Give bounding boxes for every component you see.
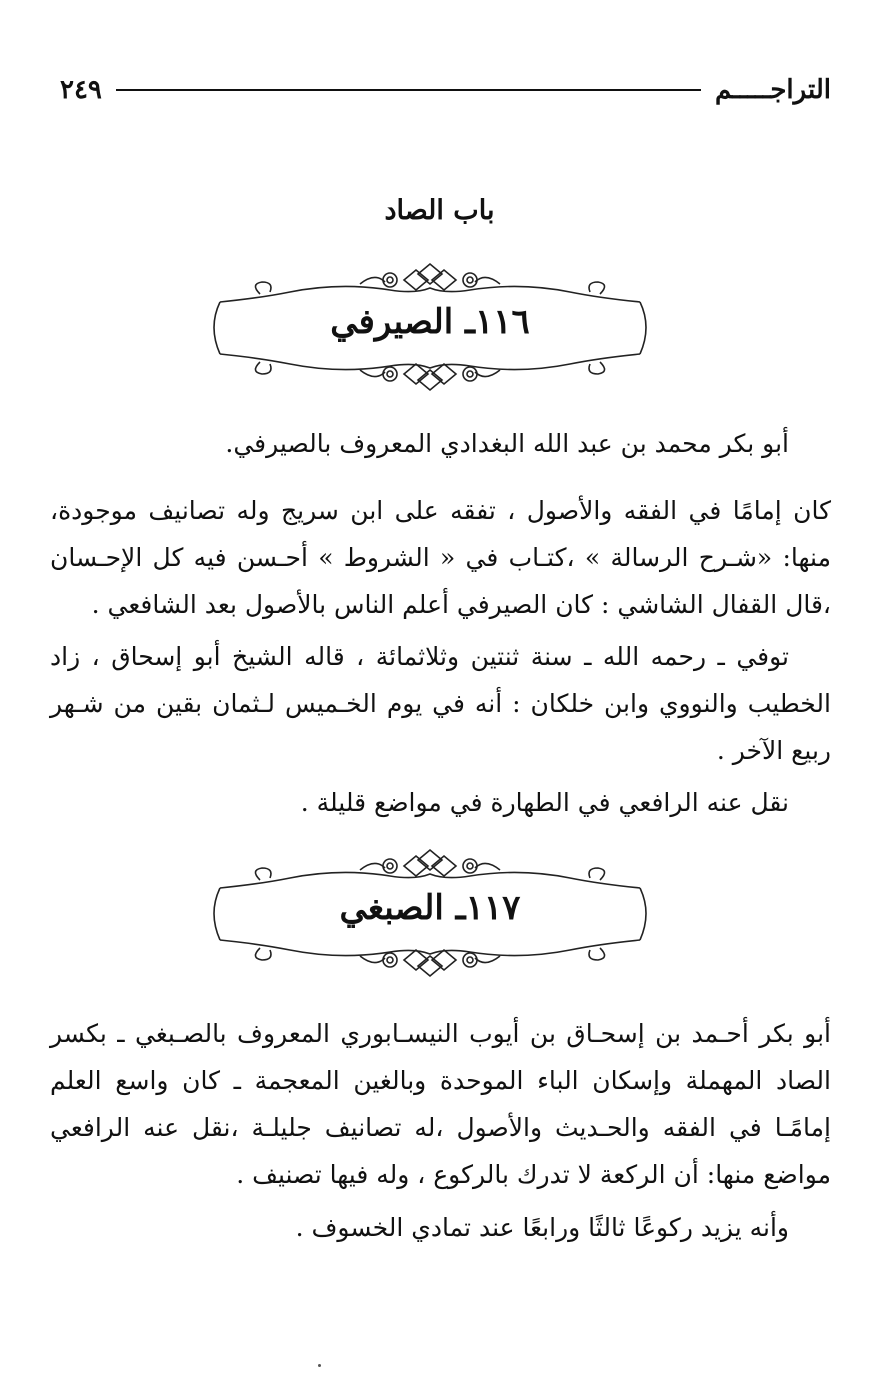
entry-heading-frame bbox=[200, 848, 660, 978]
entry-paragraph: وأنه يزيد ركوعًا ثالثًا ورابعًا عند تمادي الخسوف . bbox=[295, 1213, 789, 1242]
entry-heading: ١١٦ـ الصيرفي bbox=[330, 302, 530, 342]
page-number: ٢٤٩ bbox=[60, 75, 102, 105]
running-header bbox=[60, 70, 831, 110]
header-rule bbox=[116, 89, 701, 91]
entry-heading-frame bbox=[200, 262, 660, 392]
running-header-title: التراجـــــم bbox=[714, 75, 831, 105]
entry-heading: ١١٧ـ الصبغي bbox=[339, 888, 521, 928]
page-speck bbox=[318, 1364, 321, 1367]
entry-paragraph: أبو بكر أحـمد بن إسحـاق بن أيوب النيسـابوري المعروف بالصـبغي ـ بكسر الصاد المهملة وإسكان الباء الموحدة وبالغين المعجمة ـ كان واسع العلم إمامًـا في الفقه والحـديث والأصول ،له تصانيف جليلـة ،نقل عنه الرافعي مواضع منها: أن الركعة لا تدرك بالركوع ، وله فيها تصنيف . bbox=[50, 1019, 831, 1189]
chapter-title: باب الصاد bbox=[384, 195, 495, 226]
entry-paragraph: توفي ـ رحمه الله ـ سنة ثنتين وثلاثمائة ، قاله الشيخ أبو إسحاق ، زاد الخطيب والنووي وابن خلكان : أنه في يوم الخـميس لـثمان بقين من شـهر ربيع الآخر . bbox=[50, 642, 831, 765]
entry-paragraph: كان إمامًا في الفقه والأصول ، تفقه على ابن سريج وله تصانيف موجودة، منها: «شـرح الرسالة » ،كتـاب في « الشروط » أحـسن فيه كل الإحـسان ،قال القفال الشاشي : كان الصيرفي أعلم الناس بالأصول بعد الشافعي . bbox=[50, 496, 831, 619]
entry-paragraph: نقل عنه الرافعي في الطهارة في مواضع قليلة . bbox=[300, 788, 789, 817]
entry-paragraph: أبو بكر محمد بن عبد الله البغدادي المعروف بالصيرفي. bbox=[225, 429, 789, 458]
